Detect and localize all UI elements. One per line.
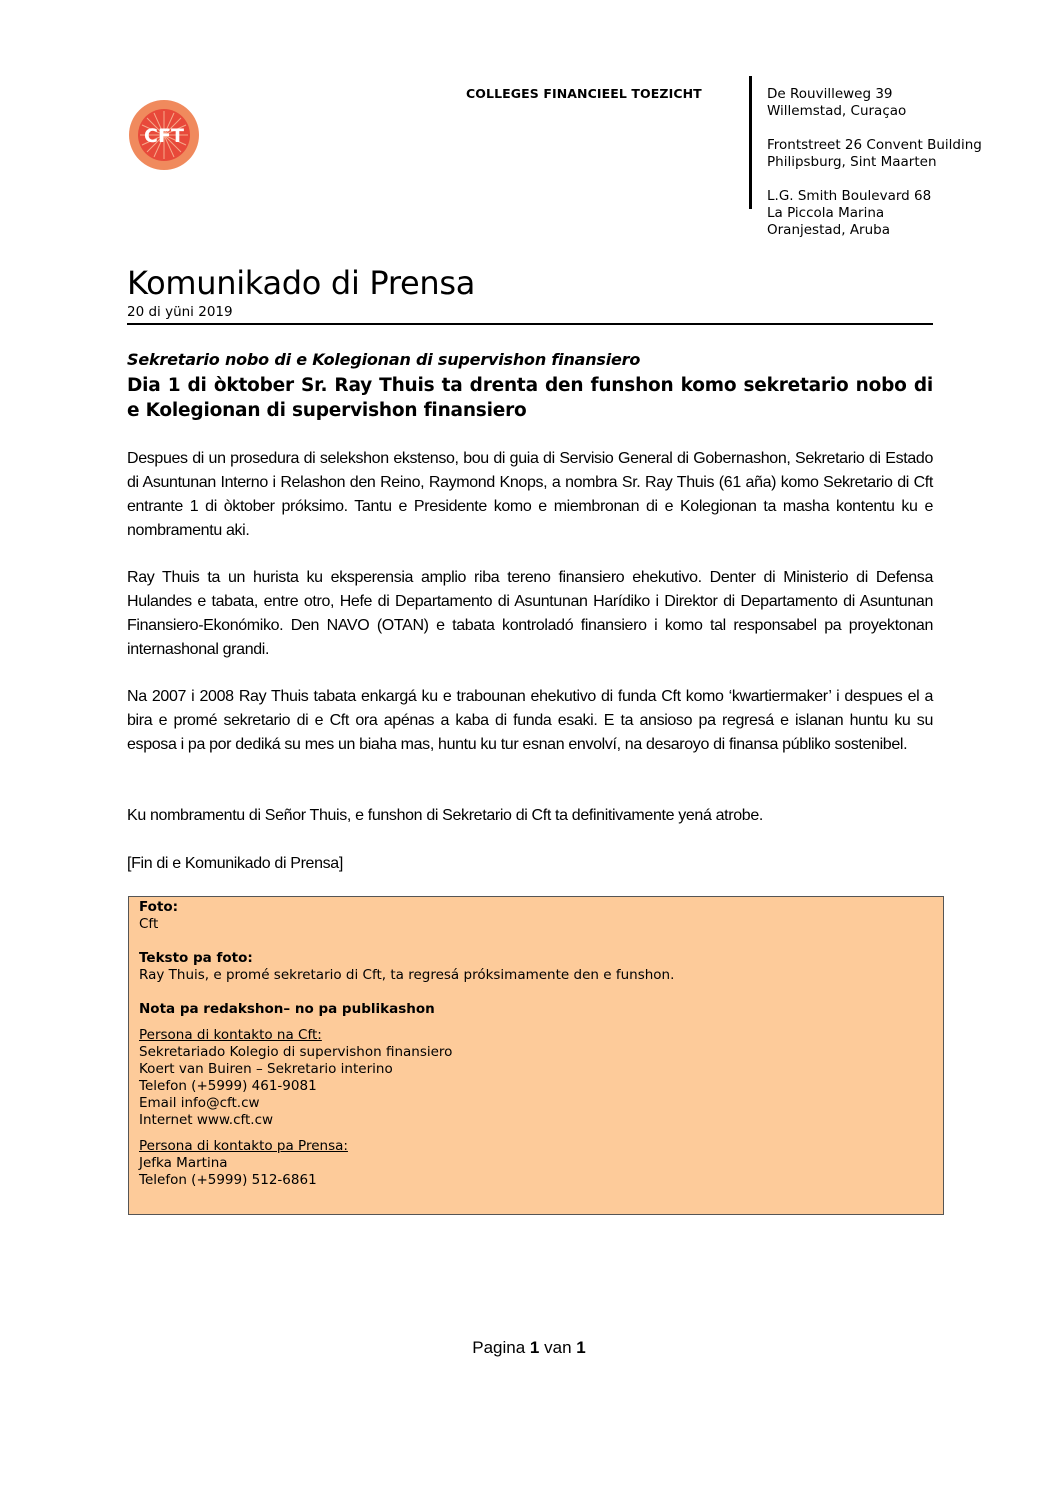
address-aruba [767,188,982,239]
organization-name: COLLEGES FINANCIEEL TOEZICHT [466,86,702,101]
caption-label: Teksto pa foto: [139,950,253,966]
logo-text: CFT [144,125,184,147]
address-line: La Piccola Marina [767,205,885,221]
photo-credit: Cft [139,916,159,932]
contact-line: Jefka Martina [139,1155,228,1171]
total-pages: 1 [576,1338,586,1357]
document-subtitle: Sekretario nobo di e Kolegionan di supervishon finansiero [127,350,641,369]
note-section [139,1001,933,1018]
body-paragraph: Na 2007 i 2008 Ray Thuis tabata enkargá ku e trabounan ehekutivo di funda Cft komo ‘kwartiermaker’ i despues el a bira e promé sekretario di e Cft ora apénas a kaba di funda esaki. E ta ansioso pa regresá e islanan huntu ku su esposa i pa por dediká su mes un biaha mas, huntu ku tur esnan envolví, na desaroyo di finansa públiko sostenibel. [127,688,933,753]
current-page: 1 [529,1338,540,1357]
header-divider [749,76,752,209]
document-title: Komunikado di Prensa [127,264,476,302]
title-rule [127,323,933,325]
document-date: 20 di yüni 2019 [127,304,233,320]
contact-line: Koert van Buiren – Sekretario interino [139,1061,393,1077]
address-line: L.G. Smith Boulevard 68 [767,188,932,204]
cft-logo [128,99,200,171]
contact-press-heading: Persona di kontakto pa Prensa: [139,1138,348,1154]
address-line: Oranjestad, Aruba [767,222,890,238]
address-line: Frontstreet 26 Convent Building [767,137,982,153]
caption-text: Ray Thuis, e promé sekretario di Cft, ta regresá próksimamente den e funshon. [139,967,675,983]
contact-email: Email info@cft.cw [139,1095,260,1111]
editorial-note-label: Nota pa redakshon– no pa publikashon [139,1001,435,1017]
contact-line: Sekretariado Kolegio di supervishon finansiero [139,1044,453,1060]
page-number [0,1338,1058,1358]
address-line: Willemstad, Curaçao [767,103,907,119]
address-line: De Rouvilleweg 39 [767,86,893,102]
address-list [767,86,982,239]
contact-press-section [139,1138,933,1189]
page-word: Pagina [472,1338,526,1357]
photo-label: Foto: [139,899,179,915]
address-line: Philipsburg, Sint Maarten [767,154,937,170]
body-paragraph: Ku nombramentu di Señor Thuis, e funshon di Sekretario di Cft ta definitivamente yená atrobe. [127,807,763,824]
address-sint-maarten [767,137,982,171]
end-of-release-marker: [Fin di e Komunikado di Prensa] [127,855,343,872]
address-curacao [767,86,982,120]
caption-section [139,950,933,984]
contact-website: Internet www.cft.cw [139,1112,274,1128]
contact-phone: Telefon (+5999) 512-6861 [139,1172,317,1188]
body-paragraph: Ray Thuis ta un hurista ku eksperensia amplio riba tereno finansiero ehekutivo. Denter di Ministerio di Defensa Hulandes e tabata, entre otro, Hefe di Departamento di Asuntunan Harídiko i Direktor di Departamento di Asuntunan Finansiero-Ekonómiko. Den NAVO (OTAN) e tabata kontroladó finansiero i komo tal responsabel pa proyektonan internashonal grandi. [127,569,933,658]
editorial-info-box [128,896,944,1215]
of-word: van [544,1338,572,1357]
cft-logo-emblem-icon [128,99,200,171]
photo-section [139,899,933,933]
document-headline: Dia 1 di òktober Sr. Ray Thuis ta drenta den funshon komo sekretario nobo di e Kolegionan di supervishon finansiero [127,375,933,421]
contact-cft-heading: Persona di kontakto na Cft: [139,1027,322,1043]
contact-phone: Telefon (+5999) 461-9081 [139,1078,317,1094]
body-paragraph: Despues di un prosedura di selekshon ekstenso, bou di guia di Servisio General di Gobernashon, Sekretario di Estado di Asuntunan Interno i Relashon den Reino, Raymond Knops, a nombra Sr. Ray Thuis (61 aña) komo Sekretario di Cft entrante 1 di òktober próksimo. Tantu e Presidente komo e miembronan di e Kolegionan ta masha kontentu ku e nombramentu aki. [127,450,933,539]
contact-cft-section [139,1027,933,1129]
